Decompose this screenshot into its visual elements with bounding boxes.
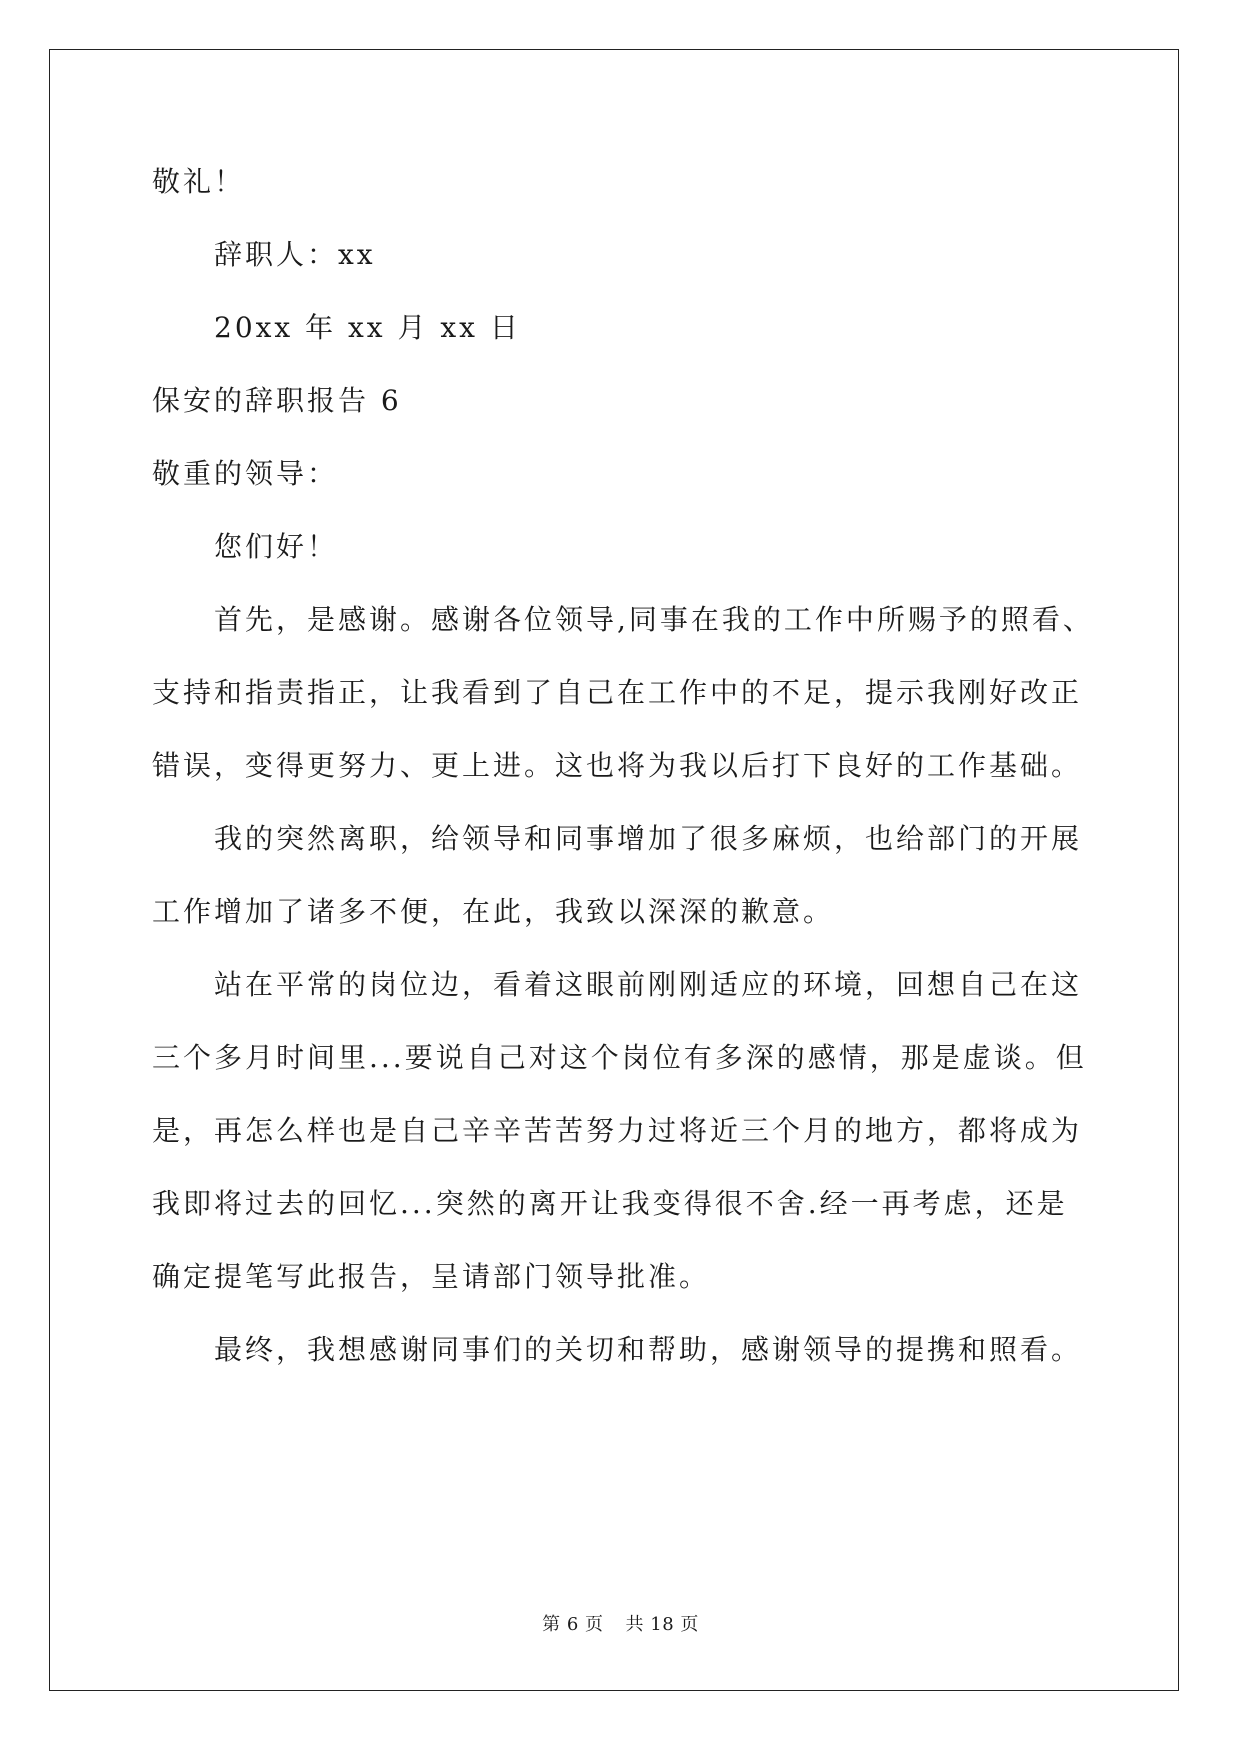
greeting-line: 您们好！ [214,530,339,563]
paragraph-line: 首先，是感谢。感谢各位领导,同事在我的工作中所赐予的照看、 [214,603,1094,636]
paragraph-line: 工作增加了诸多不便，在此，我致以深深的歉意。 [152,895,835,928]
recipient-salutation: 敬重的领导： [152,457,339,490]
paragraph-line: 我即将过去的回忆...突然的离开让我变得很不舍.经一再考虑，还是 [152,1187,1068,1220]
paragraph-line: 确定提笔写此报告，呈请部门领导批准。 [152,1260,711,1293]
paragraph-line: 支持和指责指正，让我看到了自己在工作中的不足，提示我刚好改正 [152,676,1083,709]
page-border [49,49,1179,1691]
closing-salutation: 敬礼！ [152,165,246,198]
date-line: 20xx 年 xx 月 xx 日 [214,311,521,344]
page-footer [0,1613,1241,1637]
signer-line: 辞职人：xx [214,238,376,271]
paragraph-line: 我的突然离职，给领导和同事增加了很多麻烦，也给部门的开展 [214,822,1083,855]
paragraph-line: 错误，变得更努力、更上进。这也将为我以后打下良好的工作基础。 [152,749,1083,782]
section-title: 保安的辞职报告 6 [152,384,402,417]
paragraph-line: 是，再怎么样也是自己辛辛苦苦努力过将近三个月的地方，都将成为 [152,1114,1083,1147]
paragraph-line: 站在平常的岗位边，看着这眼前刚刚适应的环境，回想自己在这 [214,968,1083,1001]
page-total: 共 18 页 [625,1614,699,1635]
page-number: 第 6 页 [542,1614,604,1635]
paragraph-line: 三个多月时间里...要说自己对这个岗位有多深的感情，那是虚谈。但 [152,1041,1087,1074]
paragraph-line: 最终，我想感谢同事们的关切和帮助，感谢领导的提携和照看。 [214,1333,1083,1366]
